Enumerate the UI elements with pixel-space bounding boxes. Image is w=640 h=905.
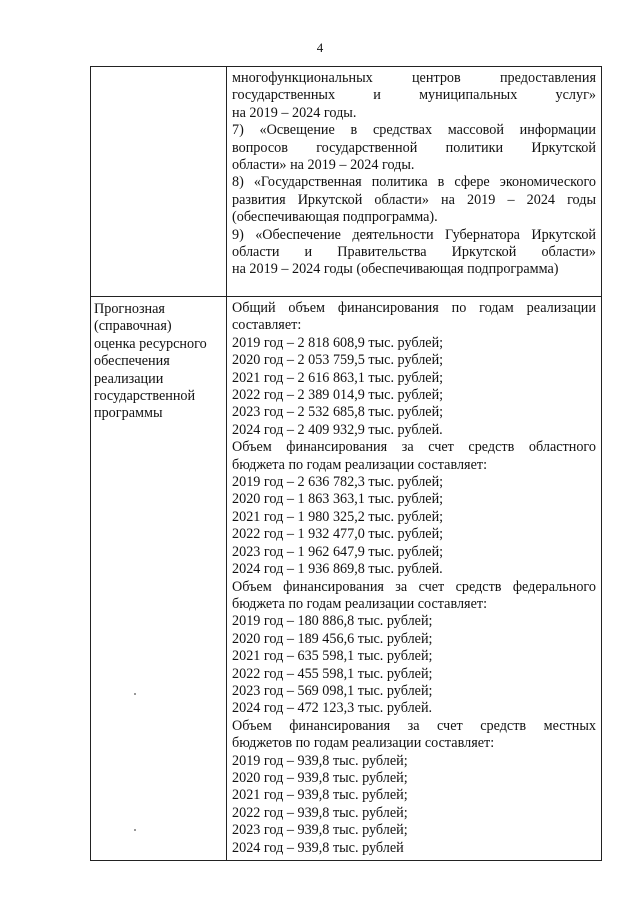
content-line: (обеспечивающая подпрограмма).	[232, 209, 438, 226]
content-line: 2020 год – 189 456,6 тыс. рублей;	[232, 630, 433, 647]
content-line: вопросов государственной политики Иркутской	[232, 139, 596, 156]
content-line: 2022 год – 455 598,1 тыс. рублей;	[232, 665, 433, 682]
content-line: 2021 год – 635 598,1 тыс. рублей;	[232, 648, 433, 665]
content-line: 7) «Освещение в средствах массовой информации	[232, 122, 596, 139]
content-line: 2022 год – 939,8 тыс. рублей;	[232, 804, 408, 821]
content-line: 2021 год – 939,8 тыс. рублей;	[232, 787, 408, 804]
content-line: на 2019 – 2024 годы (обеспечивающая подпрограмма)	[232, 261, 559, 278]
page-number: 4	[316, 40, 324, 55]
table-row	[91, 297, 602, 861]
content-line: 2020 год – 2 053 759,5 тыс. рублей;	[232, 352, 444, 369]
content-line: 2024 год – 472 123,3 тыс. рублей.	[232, 700, 433, 717]
content-line: 2023 год – 569 098,1 тыс. рублей;	[232, 682, 433, 699]
content-line: бюджета по годам реализации составляет:	[232, 595, 488, 612]
content-line: Объем финансирования за счет средств федерального	[232, 578, 596, 595]
row-label-line: государственной	[94, 388, 196, 405]
content-line: многофункциональных центров предоставления	[232, 70, 596, 86]
content-line: развития Иркутской области» на 2019 – 2024 годы	[232, 191, 596, 208]
scan-speck	[134, 829, 136, 831]
row-content-cell	[227, 67, 602, 297]
content-line: 2019 год – 939,8 тыс. рублей;	[232, 752, 408, 769]
content-line: Объем финансирования за счет средств областного	[232, 439, 596, 456]
content-line: 2022 год – 1 932 477,0 тыс. рублей;	[232, 526, 444, 543]
row-label-line: обеспечения	[94, 353, 170, 370]
content-line: 2024 год – 2 409 932,9 тыс. рублей.	[232, 421, 443, 438]
scan-speck	[134, 693, 136, 695]
content-line: 2023 год – 2 532 685,8 тыс. рублей;	[232, 404, 444, 421]
table-row	[91, 67, 602, 297]
content-line: 2024 год – 939,8 тыс. рублей	[232, 839, 404, 856]
row-label-line: (справочная)	[94, 318, 172, 335]
row-label-line: реализации	[94, 370, 164, 387]
row-content-cell	[227, 297, 602, 861]
content-line: бюджета по годам реализации составляет:	[232, 456, 488, 473]
content-line: 2019 год – 2 636 782,3 тыс. рублей;	[232, 474, 444, 491]
content-line: бюджетов по годам реализации составляет:	[232, 735, 495, 752]
row-label-cell	[91, 67, 227, 297]
content-line: на 2019 – 2024 годы.	[232, 104, 357, 121]
content-line: 9) «Обеспечение деятельности Губернатора Иркутской	[232, 226, 596, 243]
content-line: 8) «Государственная политика в сфере экономического	[232, 174, 596, 191]
content-line: 2021 год – 1 980 325,2 тыс. рублей;	[232, 508, 444, 525]
content-line: 2024 год – 1 936 869,8 тыс. рублей.	[232, 561, 443, 578]
content-line: 2022 год – 2 389 014,9 тыс. рублей;	[232, 387, 444, 404]
content-line: 2020 год – 939,8 тыс. рублей;	[232, 769, 408, 786]
row-label-cell	[91, 297, 227, 861]
content-line: 2020 год – 1 863 363,1 тыс. рублей;	[232, 491, 444, 508]
content-line: государственных и муниципальных услуг»	[232, 87, 596, 104]
row-label-line: Прогнозная	[94, 301, 165, 317]
row-label-line: программы	[94, 405, 163, 422]
content-line: 2023 год – 1 962 647,9 тыс. рублей;	[232, 543, 444, 560]
row-label-line: оценка ресурсного	[94, 335, 207, 352]
content-line: области и Правительства Иркутской области»	[232, 244, 596, 261]
content-line: области» на 2019 – 2024 годы.	[232, 157, 415, 174]
content-line: 2019 год – 2 818 608,9 тыс. рублей;	[232, 334, 444, 351]
content-line: составляет:	[232, 317, 302, 334]
content-line: 2021 год – 2 616 863,1 тыс. рублей;	[232, 369, 444, 386]
passport-table	[90, 66, 602, 861]
content-line: Общий объем финансирования по годам реализации	[232, 300, 596, 316]
content-line: 2019 год – 180 886,8 тыс. рублей;	[232, 613, 433, 630]
content-line: Объем финансирования за счет средств местных	[232, 717, 596, 734]
content-line: 2023 год – 939,8 тыс. рублей;	[232, 822, 408, 839]
